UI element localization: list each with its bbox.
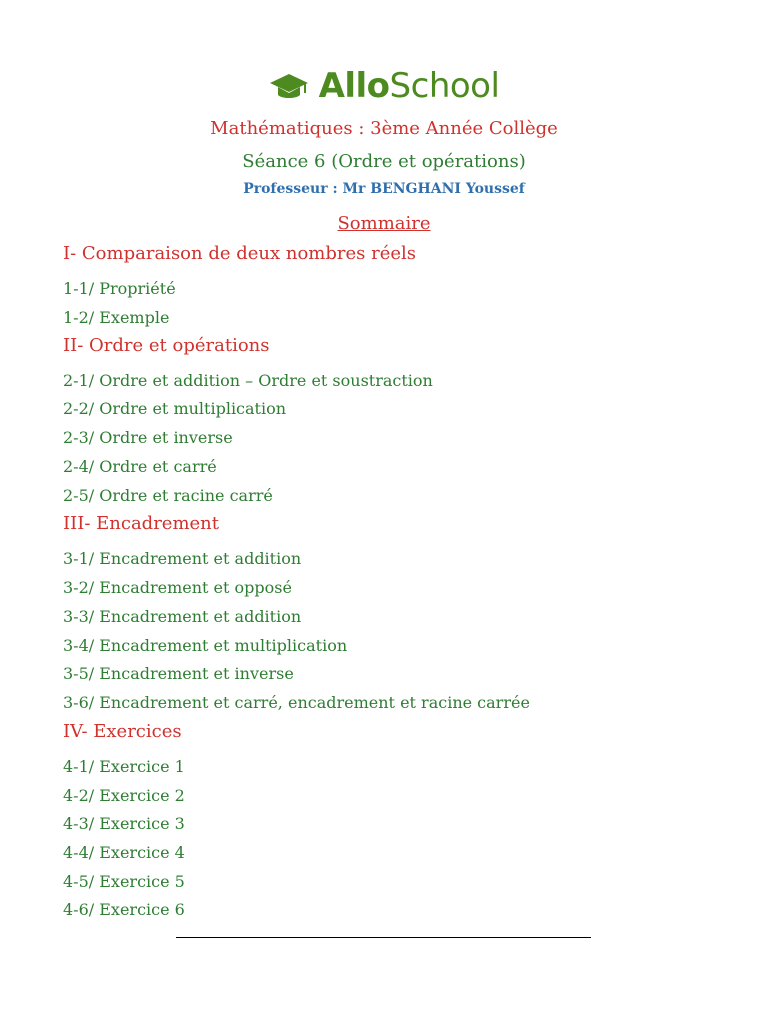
toc-item: 4-6/ Exercice 6	[63, 900, 185, 919]
section-title: II- Ordre et opérations	[63, 335, 270, 356]
footer-divider	[176, 937, 591, 938]
toc-item: 3-5/ Encadrement et inverse	[63, 664, 294, 683]
toc-item: 2-5/ Ordre et racine carré	[63, 486, 273, 505]
toc-item: 2-2/ Ordre et multiplication	[63, 399, 287, 418]
toc-item: 3-6/ Encadrement et carré, encadrement et racine carrée	[63, 693, 530, 712]
subject-title: Mathématiques : 3ème Année Collège	[210, 118, 558, 139]
toc-item: 3-4/ Encadrement et multiplication	[63, 636, 348, 655]
toc-item: 4-5/ Exercice 5	[63, 872, 185, 891]
toc-item: 4-3/ Exercice 3	[63, 814, 185, 833]
summary-title: Sommaire	[337, 213, 431, 234]
logo-group	[269, 68, 500, 104]
graduation-cap-icon	[269, 68, 309, 104]
toc-item: 3-1/ Encadrement et addition	[63, 549, 302, 568]
toc-item: 4-1/ Exercice 1	[63, 757, 185, 776]
section-title: III- Encadrement	[63, 513, 220, 534]
professor-name: Professeur : Mr BENGHANI Youssef	[243, 181, 525, 197]
toc-item: 1-1/ Propriété	[63, 279, 176, 298]
section-title: I- Comparaison de deux nombres réels	[63, 243, 417, 264]
toc-item: 1-2/ Exemple	[63, 308, 170, 327]
section-title: IV- Exercices	[63, 721, 182, 742]
toc-item: 4-2/ Exercice 2	[63, 786, 185, 805]
seance-title: Séance 6 (Ordre et opérations)	[242, 151, 526, 172]
logo-wordmark	[319, 68, 500, 104]
toc-item: 3-3/ Encadrement et addition	[63, 607, 302, 626]
toc-item: 2-4/ Ordre et carré	[63, 457, 217, 476]
toc-item: 2-1/ Ordre et addition – Ordre et soustraction	[63, 371, 433, 390]
logo-text-bold: Allo	[318, 66, 390, 106]
alloschool-logo	[0, 68, 768, 104]
toc-item: 3-2/ Encadrement et opposé	[63, 578, 292, 597]
toc-item: 2-3/ Ordre et inverse	[63, 428, 233, 447]
toc-item: 4-4/ Exercice 4	[63, 843, 185, 862]
logo-text-light: School	[389, 66, 500, 106]
